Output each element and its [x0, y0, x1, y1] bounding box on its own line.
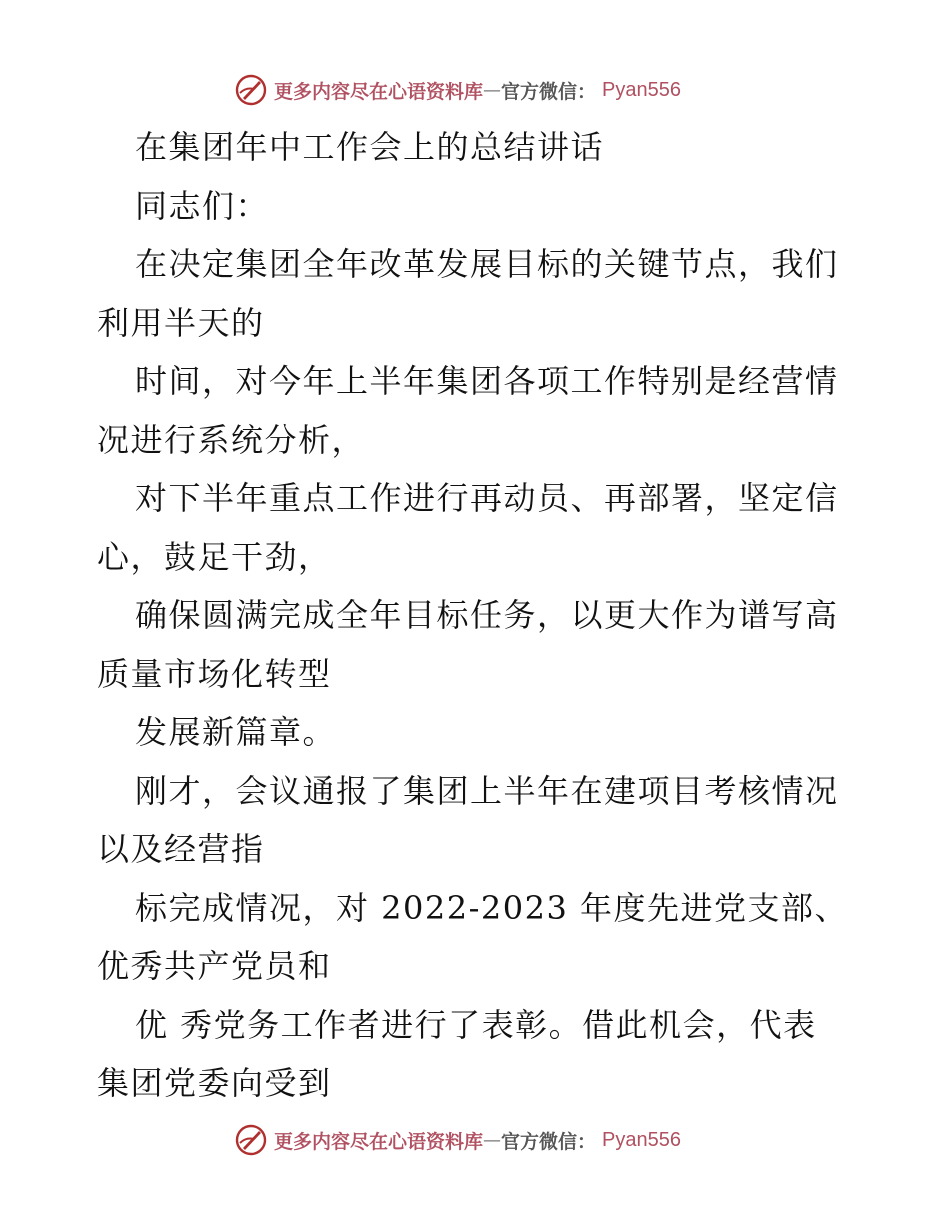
paragraph-line: 质量市场化转型	[97, 654, 332, 693]
watermark-wechat-label: 官方微信：	[501, 1130, 597, 1153]
paragraph-line: 在决定集团全年改革发展目标的关键节点，我们	[135, 245, 839, 283]
paragraph-line: 以及经营指	[97, 830, 265, 868]
quill-pen-logo-icon	[234, 1123, 268, 1157]
paragraph-line: 优秀共产党员和	[97, 947, 332, 985]
paragraph-line: 刚才，会议通报了集团上半年在建项目考核情况	[135, 771, 839, 810]
document-body	[97, 118, 857, 1113]
document-title: 在集团年中工作会上的总结讲话	[135, 128, 605, 166]
paragraph-line: 集团党委向受到	[97, 1064, 332, 1102]
watermark-wechat-label: 官方微信：	[501, 80, 597, 103]
footer-watermark-banner	[234, 1120, 681, 1160]
salutation: 同志们：	[135, 186, 270, 225]
paragraph-line: 利用半天的	[97, 303, 265, 342]
paragraph-line: 优 秀党务工作者进行了表彰。借此机会，代表	[135, 1005, 817, 1044]
paragraph-line: 对下半年重点工作进行再动员、再部署，坚定信	[135, 479, 839, 517]
watermark-wechat-id: Pyan556	[602, 78, 681, 101]
paragraph-line: 况进行系统分析，	[97, 420, 366, 459]
paragraph-line: 确保圆满完成全年目标任务，以更大作为谱写高	[135, 596, 839, 634]
watermark-site-text: 更多内容尽在心语资料库	[274, 80, 484, 103]
paragraph-line: 心，鼓足干劲，	[97, 537, 332, 576]
watermark-separator: —	[483, 1129, 502, 1151]
header-watermark-banner	[234, 70, 681, 110]
paragraph-line: 时间，对今年上半年集团各项工作特别是经营情	[135, 362, 839, 400]
watermark-separator: —	[483, 79, 502, 101]
quill-pen-logo-icon	[234, 73, 268, 107]
watermark-wechat-id: Pyan556	[602, 1128, 681, 1151]
watermark-site-text: 更多内容尽在心语资料库	[274, 1130, 484, 1153]
paragraph-line: 发展新篇章。	[135, 713, 337, 751]
paragraph-line: 标完成情况，对 2022-2023 年度先进党支部、	[135, 888, 849, 927]
